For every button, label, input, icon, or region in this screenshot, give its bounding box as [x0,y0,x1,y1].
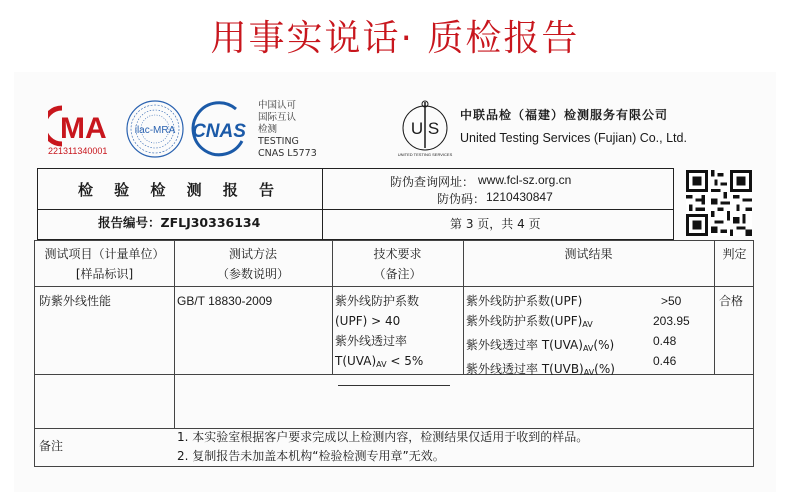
page-info: 第 3 页，共 4 页 [450,217,541,231]
header-verdict: 判定 [722,247,747,261]
result-label-text: 紫外线防护系数(UPF) [466,294,583,308]
verify-code-label: 防伪码： [437,192,486,206]
divider [322,169,323,239]
requirement-uva-limit: < 5% [386,354,424,368]
result-label-sub: AV [583,368,595,377]
requirement-uva-sub: AV [376,360,387,369]
cnas-line: TESTING [258,136,299,147]
result-label [466,359,615,383]
report-number-value: ZFLJ30336134 [160,215,261,230]
header-requirement-line: （备注） [373,267,422,281]
ilac-mra-logo [124,98,186,160]
verify-site: www.fcl-sz.org.cn [478,173,572,187]
ilac-logo-text: ilac-MRA [134,125,176,136]
cnas-logo-text: CNAS [192,121,246,142]
uts-ring-text: UNITED TESTING SERVICES [397,152,453,157]
header-method [174,244,332,284]
qr-code [686,170,752,236]
result-value: 0.46 [653,354,677,368]
remarks-label: 备注 [39,439,64,453]
header-requirement-line: 技术要求 [373,247,422,261]
header-item [35,244,174,284]
result-label-sub: AV [582,320,593,329]
cnas-line: CNAS L5773 [258,148,317,159]
cnas-line: 国际互认 [258,112,297,123]
requirement-line: 紫外线透过率 [335,334,408,348]
report-number [98,213,260,231]
cnas-accreditation-text [258,100,317,160]
end-of-results-line [338,385,450,386]
result-label [466,291,615,311]
divider [38,209,673,210]
remark-item: 2. 复制报告未加盖本机构“检验检测专用章”无效。 [177,449,445,463]
row-requirement [335,291,423,375]
remark-item: 1. 本实验室根据客户要求完成以上检测内容，检测结果仅适用于收到的样品。 [177,430,589,444]
requirement-line [335,351,423,375]
result-label-text: 紫外线透过率 T(UVB) [466,362,584,376]
header-item-line: 测试项目（计量单位） [44,247,165,261]
row-verdict: 合格 [719,294,744,308]
company-name-en: United Testing Services (Fujian) Co., Ltd. [460,131,687,145]
result-value: >50 [661,294,682,308]
uts-logo-text: U S [410,119,440,138]
headline: 用事实说话· 质检报告 [210,17,580,59]
result-label-suffix: (%) [593,338,615,352]
company-name [460,106,687,145]
requirement-line: 紫外线防护系数 [335,294,420,308]
row-item: 防紫外线性能 [39,294,112,308]
row-method: GB/T 18830-2009 [177,294,273,308]
requirement-line: (UPF) > 40 [335,314,401,328]
remarks-list [177,428,588,466]
cma-logo-text: MA [60,112,107,145]
header-requirement [332,244,463,284]
cma-number: 221311340001 [48,146,108,156]
uts-logo [396,98,454,160]
cnas-line: 中国认可 [258,100,297,111]
result-label [466,311,615,335]
result-label-text: 紫外线透过率 T(UVA) [466,338,583,352]
result-label-sub: AV [582,344,594,353]
verify-site-label: 防伪查询网址： [390,175,475,189]
requirement-uva: T(UVA) [335,354,377,368]
header-item-line: [样品标识] [75,267,134,281]
result-label-suffix: (%) [594,362,615,376]
result-value: 203.95 [653,314,690,328]
cnas-logo [186,101,252,159]
verify-code: 1210430847 [486,190,553,204]
header-method-line: 测试方法 [228,247,277,261]
result-label-text: 紫外线防护系数(UPF) [466,314,583,328]
header-method-line: （参数说明） [216,267,289,281]
result-list [466,291,615,383]
report-number-label: 报告编号： [98,215,161,230]
results-table [34,240,754,467]
report-info-table [37,168,674,240]
divider [35,286,753,287]
result-label [466,335,615,359]
header-result: 测试结果 [564,247,613,261]
result-value: 0.48 [653,334,677,348]
report-title: 检 验 检 测 报 告 [77,180,283,199]
company-name-cn: 中联品检（福建）检测服务有限公司 [460,108,669,122]
cnas-line: 检测 [258,124,278,135]
